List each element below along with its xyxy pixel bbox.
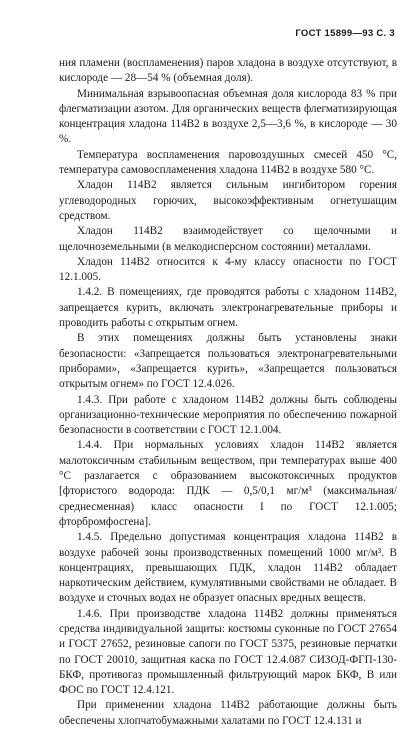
paragraph: ния пламени (воспламенения) паров хладона в воздухе отсутствуют, в кислороде — 28—54 % (объемная доля).: [59, 57, 397, 85]
paragraph: 1.4.3. При работе с хладоном 114В2 должны быть соблюдены организационно-технические мероприятия по обеспечению пожарной безопасности в соответствии с ГОСТ 12.1.004.: [59, 393, 397, 437]
document-body: [59, 56, 397, 729]
paragraph: 1.4.2. В помещениях, где проводятся работы с хладоном 114В2, запрещается курить, включать электронагревательные приборы и проводить работы с открытым огнем.: [59, 286, 397, 330]
paragraph: Температура воспламенения паровоздушных смесей 450 °С, температура самовоспламенения хладона 114В2 в воздухе 580 °С.: [59, 148, 397, 177]
paragraph: В этих помещениях должны быть установлены знаки безопасности: «Запрещается пользоваться электронагревательными приборами», «Запрещается курить», «Запрещается пользоваться открытым огнем» по ГОСТ 12.4.026.: [59, 332, 397, 391]
paragraph: Минимальная взрывоопасная объемная доля кислорода 83 % при флегматизации азотом. Для органических веществ флегматизирующая концентрация хладона 114В2 в воздухе 2,5—3,6 %, в кислороде — 30 %.: [59, 87, 397, 146]
paragraph: 1.4.4. При нормальных условиях хладон 114В2 является малотоксичным стабильным веществом, при температурах выше 400 °С разлагается с образованием высокотоксичных продуктов [фтористого водорода: ПДК — 0,5/0,1 мг/м³ (максимальная/среднесменная) класс опасности I по ГОСТ 12.1.005; фторбромфосгена].: [59, 439, 397, 528]
paragraph: Хладон 114В2 является сильным ингибитором горения углеводородных горючих, высокоэффективным огнетушащим средством.: [59, 179, 397, 222]
paragraph: Хладон 114В2 относится к 4-му классу опасности по ГОСТ 12.1.005.: [59, 255, 397, 284]
paragraph: Хладон 114В2 взаимодействует со щелочными и щелочноземельными (в мелкодисперсном состоянии) металлами.: [59, 225, 397, 253]
paragraph: 1.4.5. Предельно допустимая концентрация хладона 114В2 в воздухе рабочей зоны производственных помещений 1000 мг/м³. В концентрациях, превышающих ПДК, хладон 114В2 обладает наркотическим действием, кумулятивными свойствами не обладает. В воздухе и сточных водах не образует опасных вредных веществ.: [59, 531, 397, 605]
paragraph: 1.4.6. При производстве хладона 114В2 должны применяться средства индивидуальной защиты: костюмы суконные по ГОСТ 27654 и ГОСТ 27652, резиновые сапоги по ГОСТ 5375, резиновые перчатки по ГОСТ 20010, защитная каска по ГОСТ 12.4.087 СИЗОД-ФГП-130-БКФ, противогаз промышленный фильтрующий марок БКФ, В или ФОС по ГОСТ 12.4.121.: [59, 607, 397, 697]
page-header: ГОСТ 15899—93 С. 3: [295, 28, 395, 39]
paragraph: При применении хладона 114В2 работающие должны быть обеспечены хлопчатобумажными халатами по ГОСТ 12.4.131 и: [59, 699, 397, 727]
